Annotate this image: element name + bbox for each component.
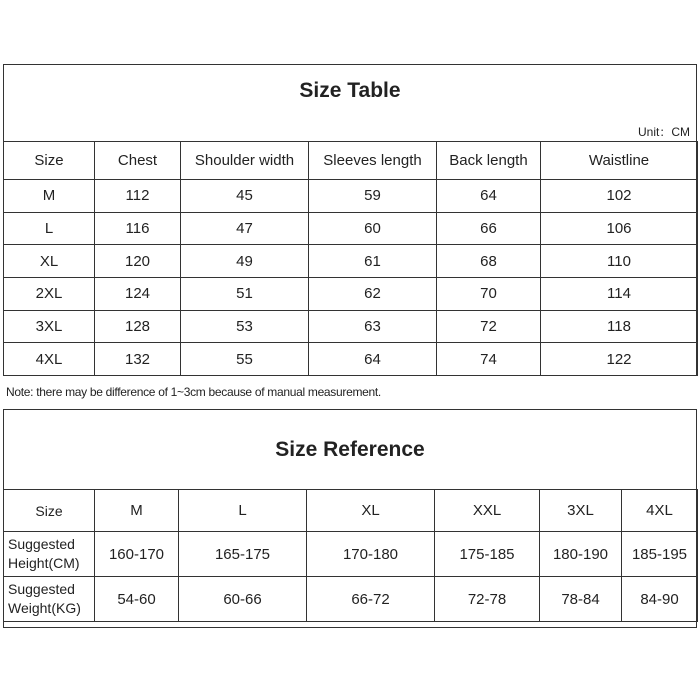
table-cell: 64 [309, 343, 437, 376]
table-cell: 132 [95, 343, 181, 376]
table-cell: 175-185 [435, 532, 540, 577]
size-reference-title: Size Reference [275, 438, 425, 461]
table-cell: 102 [541, 180, 698, 213]
header-cell: Shoulder width [181, 142, 309, 180]
table-cell: M [4, 180, 95, 213]
table-cell: 110 [541, 245, 698, 278]
table-row [4, 343, 698, 376]
table-cell: 54-60 [95, 577, 179, 622]
table-cell: 64 [437, 180, 541, 213]
table-cell: 49 [181, 245, 309, 278]
header-cell: 3XL [540, 490, 622, 532]
table-cell: 61 [309, 245, 437, 278]
header-cell: Waistline [541, 142, 698, 180]
measurement-note: Note: there may be difference of 1~3cm because of manual measurement. [6, 385, 381, 399]
row-label [4, 532, 95, 577]
table-cell: 63 [309, 310, 437, 343]
header-cell: XXL [435, 490, 540, 532]
table-cell: 72 [437, 310, 541, 343]
size-reference-header-row [4, 490, 698, 532]
table-cell: 122 [541, 343, 698, 376]
table-cell: 72-78 [435, 577, 540, 622]
table-cell: 66 [437, 212, 541, 245]
table-cell: 118 [541, 310, 698, 343]
size-table-grid [3, 141, 698, 376]
table-cell: 185-195 [622, 532, 698, 577]
table-cell: 170-180 [307, 532, 435, 577]
table-cell: 180-190 [540, 532, 622, 577]
table-cell: 4XL [4, 343, 95, 376]
table-cell: 120 [95, 245, 181, 278]
size-table-header-row [4, 142, 698, 180]
table-row [4, 245, 698, 278]
table-cell: 53 [181, 310, 309, 343]
row-label-line: Height(CM) [8, 555, 80, 571]
table-cell: 45 [181, 180, 309, 213]
table-row [4, 310, 698, 343]
table-cell: 106 [541, 212, 698, 245]
table-cell: 60-66 [179, 577, 307, 622]
row-label-line: Suggested [8, 536, 75, 552]
table-cell: 78-84 [540, 577, 622, 622]
table-cell: 60 [309, 212, 437, 245]
table-cell: 124 [95, 278, 181, 311]
table-cell: L [4, 212, 95, 245]
table-cell: 116 [95, 212, 181, 245]
size-table-title: Size Table [299, 79, 401, 102]
table-cell: 62 [309, 278, 437, 311]
table-cell: 55 [181, 343, 309, 376]
size-reference-panel [3, 409, 697, 628]
unit-label: Unit：CM [637, 125, 690, 139]
table-row [4, 278, 698, 311]
suggested-height-row [4, 532, 698, 577]
table-cell: 70 [437, 278, 541, 311]
table-cell: XL [4, 245, 95, 278]
header-cell: Chest [95, 142, 181, 180]
suggested-weight-row [4, 577, 698, 622]
header-cell: Size [4, 142, 95, 180]
header-cell: Back length [437, 142, 541, 180]
size-reference-grid [3, 489, 698, 622]
table-cell: 2XL [4, 278, 95, 311]
header-cell: L [179, 490, 307, 532]
size-table-panel [3, 64, 697, 376]
header-cell: M [95, 490, 179, 532]
table-row [4, 212, 698, 245]
table-cell: 165-175 [179, 532, 307, 577]
table-cell: 51 [181, 278, 309, 311]
table-cell: 160-170 [95, 532, 179, 577]
table-cell: 84-90 [622, 577, 698, 622]
table-cell: 74 [437, 343, 541, 376]
header-cell: 4XL [622, 490, 698, 532]
header-cell: Sleeves length [309, 142, 437, 180]
table-cell: 128 [95, 310, 181, 343]
table-cell: 3XL [4, 310, 95, 343]
header-cell: Size [4, 490, 95, 532]
table-cell: 59 [309, 180, 437, 213]
row-label [4, 577, 95, 622]
table-cell: 47 [181, 212, 309, 245]
table-cell: 114 [541, 278, 698, 311]
header-cell: XL [307, 490, 435, 532]
row-label-line: Suggested [8, 581, 75, 597]
table-cell: 66-72 [307, 577, 435, 622]
table-row [4, 180, 698, 213]
table-cell: 112 [95, 180, 181, 213]
row-label-line: Weight(KG) [8, 600, 81, 616]
table-cell: 68 [437, 245, 541, 278]
